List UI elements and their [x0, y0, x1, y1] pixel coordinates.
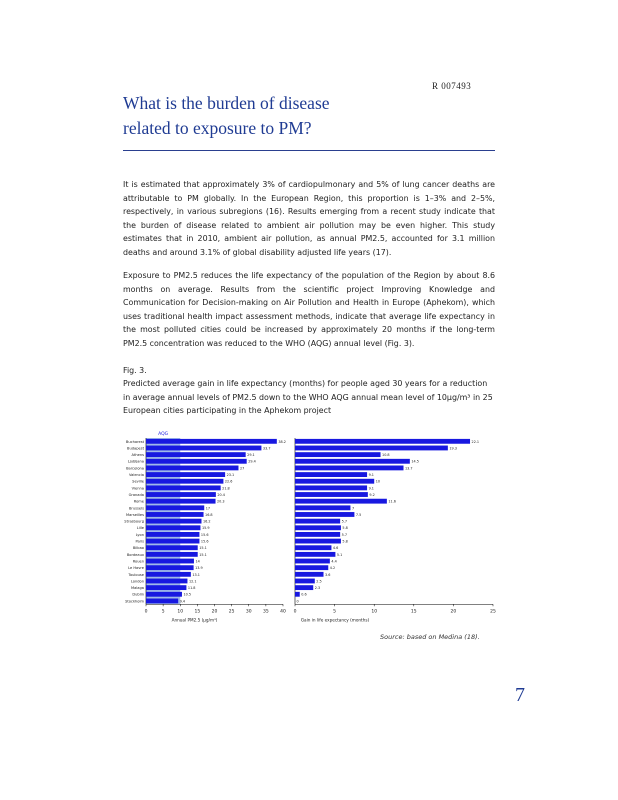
left-category-label: Seville — [132, 479, 144, 484]
left-bar-strasbourg — [146, 519, 201, 524]
left-bar-rouen — [146, 559, 194, 564]
figure-3-chart — [118, 420, 498, 630]
page-title — [123, 91, 503, 141]
aqg-label: AQG — [158, 432, 169, 437]
left-category-label: Athens — [131, 453, 144, 458]
paragraph-life-expectancy: Exposure to PM2.5 reduces the life expectancy of the population of the Region by about 8.6 months on average. Results from the scientific project Improving Knowledge and Communication for Decision-making on Air Pollution and Health in Europe (Aphekom), which uses traditional health impact assessment methods, indicate that average life expectancy in the most polluted cities could be increased by approximately 20 months if the long-term PM2.5 concentration was reduced to the WHO (AQG) annual level (Fig. 3). — [123, 271, 495, 348]
right-value-label: 2.3 — [314, 586, 321, 591]
right-value-label: 22.1 — [471, 439, 480, 444]
left-bar-lyon — [146, 532, 199, 537]
left-bar-bordeaux — [146, 552, 198, 557]
right-tick-label: 10 — [371, 609, 378, 615]
right-value-label: 5.8 — [342, 539, 348, 544]
right-tick-label: 5 — [333, 609, 337, 615]
right-value-label: 10 — [375, 479, 381, 484]
left-category-label: Le Havre — [128, 566, 144, 571]
left-value-label: 9.4 — [179, 599, 186, 604]
right-bar-budapest — [295, 446, 448, 451]
right-value-label: 5.7 — [341, 532, 348, 537]
right-bar-granada — [295, 492, 368, 497]
right-bar-barcelona — [295, 466, 404, 471]
right-bar-rome — [295, 499, 387, 504]
right-value-label: 7.5 — [355, 512, 362, 517]
left-value-label: 38.2 — [278, 439, 286, 444]
left-value-label: 17 — [205, 506, 211, 511]
left-value-label: 23.1 — [226, 473, 235, 478]
right-bar-lyon — [295, 532, 340, 537]
left-category-label: Ljubljana — [127, 459, 144, 464]
left-bar-malaga — [146, 585, 186, 590]
right-bar-marseilles — [295, 512, 354, 517]
left-tick-label: 5 — [161, 609, 165, 615]
right-bar-le-havre — [295, 565, 328, 570]
left-tick-label: 30 — [245, 609, 252, 615]
left-value-label: 27 — [239, 466, 245, 471]
left-value-label: 29.4 — [248, 459, 256, 464]
left-value-label: 33.7 — [262, 446, 271, 451]
right-bar-brussels — [295, 505, 350, 510]
right-tick-label: 25 — [490, 609, 496, 615]
right-bar-strasbourg — [295, 519, 340, 524]
left-bar-brussels — [146, 505, 204, 510]
right-value-label: 13.7 — [405, 466, 413, 471]
left-category-label: Lille — [136, 526, 144, 531]
right-x-axis-label: Gain in life expectancy (months) — [300, 617, 370, 623]
left-category-label: Barcelona — [126, 466, 144, 471]
left-value-label: 20.4 — [217, 492, 225, 497]
left-value-label: 15.1 — [199, 552, 207, 557]
right-value-label: 5.1 — [336, 552, 343, 557]
left-bar-rome — [146, 499, 216, 504]
right-value-label: 10.8 — [382, 453, 390, 458]
right-value-label: 9.2 — [369, 492, 375, 497]
left-value-label: 15.1 — [199, 546, 207, 551]
right-bar-seville — [295, 479, 374, 484]
left-tick-label: 20 — [211, 609, 218, 615]
right-bar-lille — [295, 525, 341, 530]
figure-3-svg — [118, 420, 498, 626]
left-bar-toulouse — [146, 572, 191, 577]
right-bar-valencia — [295, 472, 367, 477]
page-number: 7 — [515, 684, 525, 706]
left-value-label: 14 — [195, 559, 200, 564]
left-value-label: 13.9 — [195, 566, 203, 571]
left-value-label: 13.1 — [192, 572, 200, 577]
left-bar-stockholm — [146, 599, 178, 604]
left-bar-bilbao — [146, 545, 198, 550]
right-value-label: 9.1 — [368, 486, 374, 491]
title-divider — [123, 150, 495, 151]
source-note: Source: based on Medina (18). — [380, 633, 480, 641]
left-category-label: Lyon — [135, 532, 144, 537]
right-tick-label: 20 — [450, 609, 457, 615]
left-bar-paris — [146, 539, 199, 544]
left-bar-barcelona — [146, 466, 238, 471]
title-line-1: What is the burden of disease — [123, 93, 330, 113]
right-value-label: 19.3 — [449, 446, 457, 451]
right-value-label: 14.5 — [411, 459, 419, 464]
right-bar-dublin — [295, 592, 300, 597]
left-bar-le-havre — [146, 565, 194, 570]
left-value-label: 16.2 — [202, 519, 211, 524]
left-tick-label: 0 — [144, 609, 148, 615]
right-value-label: 5.8 — [342, 526, 348, 531]
left-tick-label: 10 — [177, 609, 184, 615]
left-tick-label: 40 — [280, 609, 286, 615]
right-value-label: 7 — [351, 506, 355, 511]
left-bar-valencia — [146, 472, 225, 477]
right-bar-paris — [295, 539, 341, 544]
left-value-label: 12.1 — [188, 579, 197, 584]
left-bar-vienna — [146, 485, 221, 490]
left-bar-seville — [146, 479, 223, 484]
left-bar-marseilles — [146, 512, 204, 517]
left-value-label: 15.6 — [200, 532, 209, 537]
left-category-label: Stockholm — [125, 599, 144, 604]
right-tick-label: 0 — [293, 609, 297, 615]
left-bar-granada — [146, 492, 216, 497]
left-bar-lille — [146, 525, 200, 530]
left-category-label: Valencia — [128, 473, 144, 478]
left-category-label: Brussels — [128, 506, 144, 511]
left-value-label: 15.6 — [200, 539, 209, 544]
left-value-label: 21.8 — [222, 486, 230, 491]
left-value-label: 10.5 — [183, 592, 192, 597]
left-category-label: Vienna — [131, 486, 144, 491]
right-bar-bilbao — [295, 545, 331, 550]
right-bar-vienna — [295, 485, 367, 490]
left-value-label: 15.9 — [201, 526, 210, 531]
left-category-label: Marseilles — [126, 512, 144, 517]
left-bar-ljubljana — [146, 459, 247, 464]
right-bar-toulouse — [295, 572, 324, 577]
left-value-label: 22.6 — [224, 479, 233, 484]
right-value-label: 4.6 — [332, 546, 339, 551]
right-value-label: 3.6 — [325, 572, 331, 577]
left-tick-label: 25 — [228, 609, 235, 615]
right-value-label: 2.5 — [316, 579, 322, 584]
left-category-label: Budapest — [126, 446, 144, 451]
figure-caption: Predicted average gain in life expectancy (months) for people aged 30 years for a reduction in average annual levels of PM2.5 down to the WHO AQG annual mean level of 10μg/m³ in 25 European cities participating in the Aphekom project — [123, 379, 493, 416]
left-x-axis-label: Annual PM2.5 (µg/m³) — [171, 617, 218, 623]
right-bar-london — [295, 579, 315, 584]
left-bar-dublin — [146, 592, 182, 597]
right-bar-bucharest — [295, 439, 470, 444]
left-value-label: 29.1 — [247, 453, 255, 458]
left-bar-bucharest — [146, 439, 277, 444]
left-category-label: Paris — [135, 539, 144, 544]
title-line-2: related to exposure to PM? — [123, 118, 312, 138]
left-value-label: 20.3 — [217, 499, 225, 504]
figure-label: Fig. 3. — [123, 366, 147, 375]
right-bar-malaga — [295, 585, 313, 590]
left-category-label: Rouen — [132, 559, 144, 564]
left-value-label: 11.8 — [187, 586, 196, 591]
left-category-label: Bilbao — [132, 546, 144, 551]
right-value-label: 0.6 — [301, 592, 307, 597]
left-category-label: Bordeaux — [126, 552, 144, 557]
right-value-label: 9.1 — [368, 473, 374, 478]
left-tick-label: 15 — [194, 609, 201, 615]
right-bar-rouen — [295, 559, 330, 564]
right-value-label: 4.4 — [331, 559, 337, 564]
left-tick-label: 35 — [263, 609, 269, 615]
left-value-label: 16.8 — [205, 512, 213, 517]
left-category-label: Strasbourg — [124, 519, 144, 524]
right-bar-athens — [295, 452, 381, 457]
left-category-label: Granada — [128, 492, 144, 497]
paragraph-burden-estimate: It is estimated that approximately 3% of cardiopulmonary and 5% of lung cancer deaths are attributable to PM globally. In the European Region, this proportion is 1–3% and 2–5%, respectively, in various subregions (16). Results emerging from a recent study indicate that the burden of disease related to ambient air pollution may be even higher. This study estimates that in 2010, ambient air pollution, as annual PM2.5, accounted for 3.1 million deaths and around 3.1% of global disability adjusted life years (17). — [123, 180, 495, 257]
left-category-label: Toulouse — [128, 572, 144, 577]
left-bar-london — [146, 579, 187, 584]
left-category-label: Bucharest — [125, 439, 144, 444]
left-category-label: Malaga — [131, 586, 144, 591]
right-value-label: 5.7 — [341, 519, 348, 524]
right-bar-ljubljana — [295, 459, 410, 464]
left-category-label: London — [130, 579, 144, 584]
right-value-label: 0 — [296, 599, 299, 604]
left-bar-budapest — [146, 446, 261, 451]
right-value-label: 11.6 — [388, 499, 396, 504]
document-id: R 007493 — [432, 81, 472, 91]
left-bar-athens — [146, 452, 246, 457]
left-category-label: Dublin — [132, 592, 144, 597]
right-value-label: 4.2 — [329, 566, 336, 571]
left-category-label: Rome — [133, 499, 144, 504]
right-bar-bordeaux — [295, 552, 335, 557]
right-tick-label: 15 — [410, 609, 417, 615]
